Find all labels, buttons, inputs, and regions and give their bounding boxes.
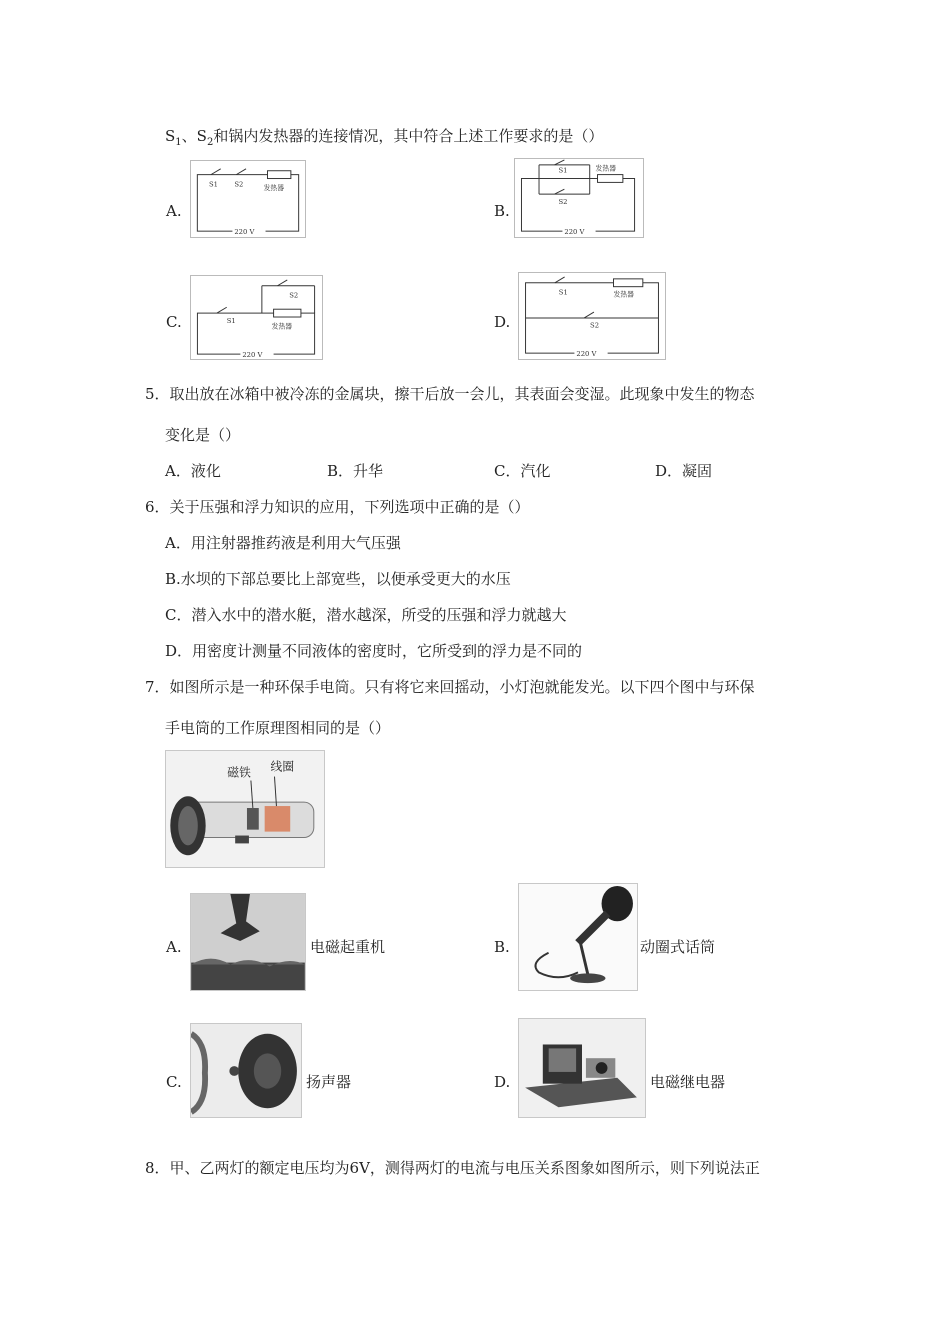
q5-option-b[interactable]: B．升华 [327, 462, 384, 480]
q7-option-d-caption: 电磁继电器 [650, 1073, 726, 1091]
circuit-c-s1-label: S1 [226, 316, 236, 325]
circuit-d-s1-label: S1 [558, 288, 568, 297]
q7-option-b-caption: 动圈式话筒 [640, 938, 716, 956]
q4-circuit-b[interactable] [514, 158, 644, 238]
q6-option-d[interactable]: D．用密度计测量不同液体的密度时，它所受到的浮力是不同的 [165, 642, 583, 660]
q7-option-c-label[interactable]: C. [166, 1073, 182, 1091]
q4-option-d-label[interactable]: D. [494, 313, 511, 331]
q7-option-d-label[interactable]: D. [494, 1073, 511, 1091]
q4-intro-post: 和锅内发热器的连接情况，其中符合上述工作要求的是（） [213, 127, 604, 145]
circuit-c-voltage-label: 220 V [242, 351, 263, 359]
q7-option-a-image[interactable] [190, 893, 306, 991]
q4-option-c-label[interactable]: C. [166, 313, 182, 331]
circuit-d-heater-label: 发热器 [613, 290, 634, 299]
q4-intro-s2-sub: 2 [206, 137, 214, 148]
q7-option-c-caption: 扬声器 [306, 1073, 352, 1091]
circuit-b-heater-label: 发热器 [595, 164, 617, 173]
q7-option-b-label[interactable]: B. [494, 938, 510, 956]
circuit-a-voltage-label: 220 V [234, 228, 255, 237]
q6-option-c[interactable]: C．潜入水中的潜水艇，潜水越深，所受的压强和浮力就越大 [165, 606, 567, 624]
q6-option-a[interactable]: A．用注射器推药液是利用大气压强 [165, 534, 401, 552]
circuit-a-heater-label: 发热器 [263, 184, 285, 193]
circuit-d-s2-label: S2 [590, 321, 600, 330]
microphone-icon [519, 884, 637, 990]
circuit-c-s2-label: S2 [289, 291, 299, 300]
torch-coil-label: 线圈 [270, 759, 295, 774]
q4-intro-sep: 、S [181, 127, 207, 145]
circuit-d-diagram [519, 273, 665, 359]
torch-illustration [166, 751, 324, 867]
q7-option-d-image[interactable] [518, 1018, 646, 1118]
q4-circuit-d[interactable] [518, 272, 666, 360]
q5-option-a[interactable]: A．液化 [165, 462, 221, 480]
q5-option-c[interactable]: C．汽化 [494, 462, 551, 480]
circuit-d-voltage-label: 220 V [576, 350, 597, 359]
q8-stem-line1: 8．甲、乙两灯的额定电压均为6V，测得两灯的电流与电压关系图象如图所示，则下列说法正 [145, 1159, 760, 1177]
circuit-b-s1-label: S1 [558, 166, 568, 175]
torch-figure [165, 750, 325, 868]
q4-circuit-c[interactable] [190, 275, 323, 360]
circuit-a-s2-label: S2 [234, 180, 244, 189]
q5-stem-line2: 变化是（） [165, 426, 241, 444]
q4-circuit-a[interactable] [190, 160, 306, 238]
circuit-b-s2-label: S2 [558, 197, 568, 206]
q7-stem-line1: 7．如图所示是一种环保手电筒。只有将它来回摇动，小灯泡就能发光。以下四个图中与环保 [145, 678, 755, 696]
q7-option-c-image[interactable] [190, 1023, 302, 1118]
q4-intro-s1-sub: 1 [175, 137, 182, 148]
q5-stem-line1: 5．取出放在冰箱中被冷冻的金属块，擦干后放一会儿，其表面会变湿。此现象中发生的物态 [145, 385, 755, 403]
torch-magnet-label: 磁铁 [227, 765, 251, 780]
q4-intro [165, 126, 603, 153]
relay-icon [519, 1019, 645, 1117]
q7-option-a-caption: 电磁起重机 [310, 938, 386, 956]
crane-magnet-icon [191, 894, 305, 990]
speaker-icon [191, 1024, 301, 1117]
q4-option-a-label[interactable]: A. [166, 202, 182, 220]
q6-stem: 6．关于压强和浮力知识的应用，下列选项中正确的是（） [145, 498, 530, 516]
q5-option-d[interactable]: D．凝固 [655, 462, 713, 480]
q4-intro-pre: S [165, 127, 176, 145]
circuit-b-voltage-label: 220 V [564, 228, 585, 237]
circuit-a-diagram [191, 161, 305, 237]
circuit-b-diagram [515, 159, 643, 237]
q7-option-b-image[interactable] [518, 883, 638, 991]
q4-option-b-label[interactable]: B. [494, 202, 510, 220]
circuit-a-s1-label: S1 [209, 180, 219, 189]
circuit-c-heater-label: 发热器 [271, 322, 293, 331]
circuit-c-diagram [191, 276, 322, 359]
q7-option-a-label[interactable]: A. [166, 938, 182, 956]
q6-option-b[interactable]: B.水坝的下部总要比上部宽些，以便承受更大的水压 [165, 570, 511, 588]
q7-stem-line2: 手电筒的工作原理图相同的是（） [165, 719, 391, 737]
